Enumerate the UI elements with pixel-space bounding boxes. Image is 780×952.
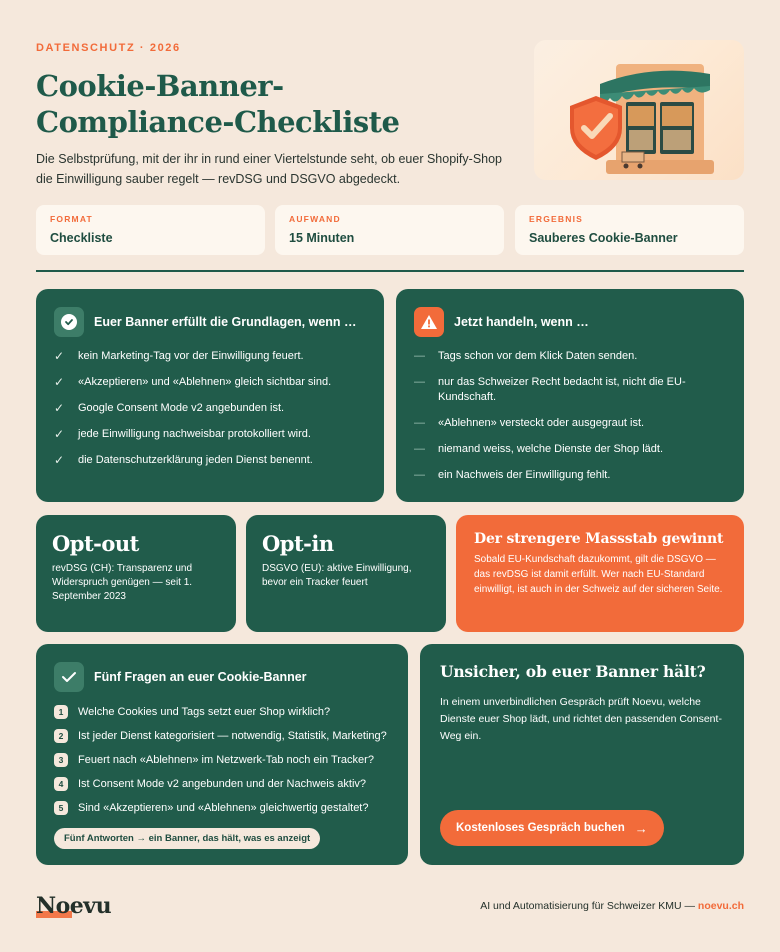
- cta-card: [420, 644, 744, 865]
- list-item-text: jede Einwilligung nachweisbar protokolliert wird.: [78, 428, 311, 440]
- check-icon: ✓: [54, 453, 65, 467]
- question-item: [54, 728, 414, 743]
- book-call-button[interactable]: [440, 810, 664, 846]
- optin-title: Opt-in: [262, 531, 334, 556]
- optin-card: [246, 515, 446, 632]
- basics-list: [54, 349, 374, 479]
- eyebrow: DATENSCHUTZ · 2026: [36, 42, 181, 54]
- list-item-text: die Datenschutzerklärung jeden Dienst benennt.: [78, 454, 313, 466]
- book-call-label: Kostenloses Gespräch buchen: [456, 822, 625, 834]
- dash-icon: —: [414, 376, 425, 388]
- checkmark-icon: [54, 662, 84, 692]
- list-item-text: «Akzeptieren» und «Ablehnen» gleich sichtbar sind.: [78, 376, 332, 388]
- list-item-text: ein Nachweis der Einwilligung fehlt.: [438, 469, 611, 481]
- question-text: Sind «Akzeptieren» und «Ablehnen» gleichwertig gestaltet?: [78, 801, 369, 814]
- optout-text: revDSG (CH): Transparenz und Widerspruch genügen — seit 1. September 2023: [52, 563, 193, 602]
- warning-icon: [414, 307, 444, 337]
- list-item-text: Google Consent Mode v2 angebunden ist.: [78, 402, 285, 414]
- act-card: [396, 289, 744, 502]
- cta-title: Unsicher, ob euer Banner hält?: [440, 662, 706, 681]
- dash-icon: —: [414, 469, 425, 481]
- noevu-logo: Noevu: [36, 893, 112, 919]
- optout-title: Opt-out: [52, 531, 139, 556]
- cta-text: In einem unverbindlichen Gespräch prüft Noevu, welche Dienste euer Shop lädt, und richtet den passenden Consent-Weg ein.: [440, 696, 722, 742]
- meta-label: FORMAT: [50, 214, 93, 224]
- dash-icon: —: [414, 417, 425, 429]
- question-item: [54, 776, 414, 791]
- question-number: 3: [54, 753, 68, 767]
- list-item: [54, 349, 374, 364]
- meta-value: Sauberes Cookie-Banner: [529, 231, 678, 245]
- basics-card: [36, 289, 384, 502]
- list-item-text: nur das Schweizer Recht bedacht ist, nicht die EU-Kundschaft.: [438, 376, 686, 403]
- summary-pill: Fünf Antworten → ein Banner, das hält, was es anzeigt: [54, 828, 320, 849]
- dash-icon: —: [414, 443, 425, 455]
- strict-title: Der strengere Massstab gewinnt: [474, 531, 724, 547]
- question-number: 2: [54, 729, 68, 743]
- list-item: [414, 442, 714, 457]
- storefront-shield-icon: [534, 40, 744, 180]
- check-icon: ✓: [54, 375, 65, 389]
- question-item: [54, 704, 414, 719]
- question-number: 1: [54, 705, 68, 719]
- question-text: Welche Cookies und Tags setzt euer Shop wirklich?: [78, 705, 331, 718]
- strict-text: Sobald EU-Kundschaft dazukommt, gilt die DSGVO — das revDSG ist damit erfüllt. Wer nach EU-Standard einwilligt, ist auch in der Schweiz auf der sicheren Seite.: [474, 554, 723, 595]
- list-item: [414, 375, 714, 405]
- question-item: [54, 752, 414, 767]
- footer-tagline: [480, 900, 744, 912]
- page-title: Cookie-Banner-Compliance-Checkliste: [36, 69, 400, 139]
- meta-card-format: [36, 205, 265, 255]
- question-item: [54, 800, 414, 815]
- list-item: [54, 401, 374, 416]
- optin-text: DSGVO (EU): aktive Einwilligung, bevor ein Tracker feuert: [262, 563, 412, 588]
- list-item: [414, 416, 714, 431]
- list-item: [414, 349, 714, 364]
- list-item: [54, 427, 374, 442]
- optout-card: [36, 515, 236, 632]
- question-number: 5: [54, 801, 68, 815]
- questions-heading: Fünf Fragen an euer Cookie-Banner: [94, 670, 307, 684]
- questions-card: [36, 644, 408, 865]
- footer-link[interactable]: noevu.ch: [697, 900, 744, 912]
- check-icon: ✓: [54, 401, 65, 415]
- meta-card-effort: [275, 205, 504, 255]
- meta-label: ERGEBNIS: [529, 214, 583, 224]
- questions-list: [54, 704, 414, 824]
- dash-icon: —: [414, 350, 425, 362]
- meta-value: Checkliste: [50, 231, 113, 245]
- act-list: [414, 349, 714, 494]
- list-item-text: «Ablehnen» versteckt oder ausgegraut ist.: [438, 417, 645, 429]
- check-circle-icon: [54, 307, 84, 337]
- list-item: [54, 375, 374, 390]
- check-icon: ✓: [54, 427, 65, 441]
- question-text: Ist jeder Dienst kategorisiert — notwendig, Statistik, Marketing?: [78, 729, 387, 742]
- hero-illustration: [534, 40, 744, 180]
- check-icon: ✓: [54, 349, 65, 363]
- question-text: Feuert nach «Ablehnen» im Netzwerk-Tab noch ein Tracker?: [78, 753, 374, 766]
- strict-card: [456, 515, 744, 632]
- footer-tagline-text: AI und Automatisierung für Schweizer KMU —: [480, 900, 698, 912]
- divider: [36, 270, 744, 272]
- meta-row: [36, 205, 744, 255]
- list-item: [54, 453, 374, 468]
- list-item-text: kein Marketing-Tag vor der Einwilligung feuert.: [78, 350, 304, 362]
- arrow-right-icon: →: [634, 820, 648, 836]
- list-item: [414, 468, 714, 483]
- meta-card-result: [515, 205, 744, 255]
- question-text: Ist Consent Mode v2 angebunden und der Nachweis aktiv?: [78, 777, 367, 790]
- question-number: 4: [54, 777, 68, 791]
- basics-heading: Euer Banner erfüllt die Grundlagen, wenn …: [94, 315, 357, 329]
- meta-value: 15 Minuten: [289, 231, 355, 245]
- act-heading: Jetzt handeln, wenn …: [454, 315, 589, 329]
- intro-text: Die Selbstprüfung, mit der ihr in rund einer Viertelstunde seht, ob euer Shopify-Shop die Einwilligung sauber regelt — revDSG und DSGVO abgedeckt.: [36, 152, 503, 186]
- list-item-text: Tags schon vor dem Klick Daten senden.: [438, 350, 638, 362]
- list-item-text: niemand weiss, welche Dienste der Shop lädt.: [438, 443, 664, 455]
- meta-label: AUFWAND: [289, 214, 341, 224]
